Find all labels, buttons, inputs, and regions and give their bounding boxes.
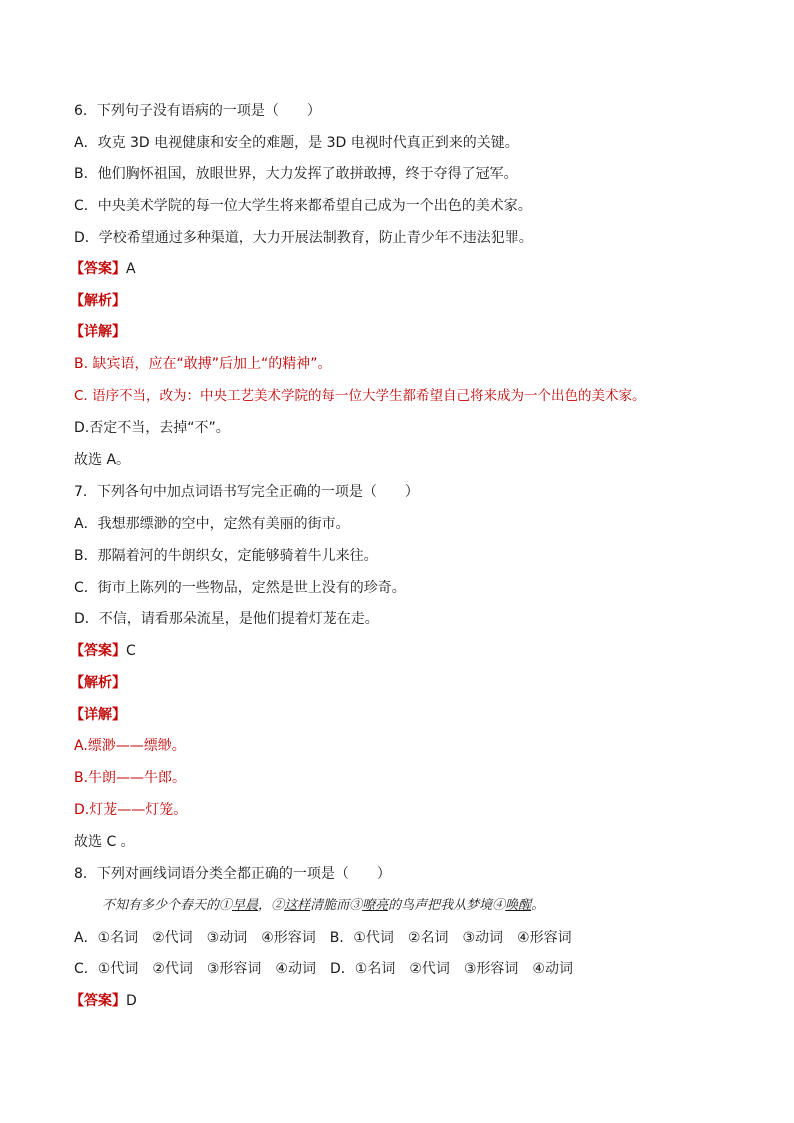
q7-option-c: C．街市上陈列的一些物品，定然是世上没有的珍奇。 <box>74 580 406 596</box>
q8-stem: 8．下列对画线词语分类全都正确的一项是（ ） <box>74 866 391 882</box>
q7-answer-value: C <box>126 643 136 659</box>
q8-underlined-word-3: 嘹亮 <box>362 898 389 913</box>
q8-sentence-text-5: 。 <box>531 898 545 913</box>
q7-answer <box>70 641 136 661</box>
q8-underlined-word-1: 早晨 <box>232 898 259 913</box>
q8-option-row-2 <box>74 959 573 979</box>
q6-stem: 6．下列句子没有语病的一项是（ ） <box>74 103 321 119</box>
q6-option-a: A．攻克 3D 电视健康和安全的难题，是 3D 电视时代真正到来的关键。 <box>74 135 519 151</box>
q8-sentence-text-2: ， <box>258 898 272 913</box>
q8-answer-value: D <box>126 993 137 1009</box>
q7-answer-label: 【答案】 <box>70 643 126 659</box>
q6-option-b: B．他们胸怀祖国，放眼世界，大力发挥了敢拼敢搏，终于夺得了冠军。 <box>74 166 518 182</box>
q8-sentence <box>102 896 544 916</box>
q7-detail-a: A.缥渺——缥缈。 <box>74 738 186 754</box>
q7-option-b: B．那隔着河的牛朗织女，定能够骑着牛儿来往。 <box>74 548 378 564</box>
q8-underlined-word-2: 这样 <box>284 898 311 913</box>
q7-option-d: D．不信，请看那朵流星，是他们提着灯茏在走。 <box>74 611 379 627</box>
q6-detail-b: B. 缺宾语，应在“敢搏”后加上“的精神”。 <box>74 356 332 372</box>
q6-answer-label: 【答案】 <box>70 261 126 277</box>
q8-underlined-word-4: 唤醒 <box>505 898 532 913</box>
q6-analysis-label: 【解析】 <box>70 293 126 309</box>
q8-marker-3: ③ <box>349 898 363 913</box>
q6-detail-label: 【详解】 <box>70 324 126 340</box>
q6-conclusion: 故选 A。 <box>74 452 131 468</box>
q6-answer <box>70 259 136 279</box>
q8-marker-1: ① <box>219 898 233 913</box>
q8-option-a: A．①名词 ②代词 ③动词 ④形容词 <box>74 930 316 946</box>
q8-answer-label: 【答案】 <box>70 993 126 1009</box>
q7-detail-b: B.牛朗——牛郎。 <box>74 770 187 786</box>
q8-marker-4: ④ <box>492 898 506 913</box>
q7-option-a: A．我想那缥渺的空中，定然有美丽的街市。 <box>74 516 350 532</box>
q8-option-d: D．①名词 ②代词 ③形容词 ④动词 <box>329 961 573 977</box>
q7-detail-d: D.灯茏——灯笼。 <box>74 802 188 818</box>
q6-option-c: C．中央美术学院的每一位大学生将来都希望自己成为一个出色的美术家。 <box>74 198 532 214</box>
q8-answer <box>70 991 137 1011</box>
q8-sentence-text-4: 的鸟声把我从梦境 <box>388 898 493 913</box>
q8-option-c: C．①代词 ②代词 ③形容词 ④动词 <box>74 961 316 977</box>
q6-detail-d: D.否定不当，去掉“不”。 <box>74 420 230 436</box>
q7-stem: 7．下列各句中加点词语书写完全正确的一项是（ ） <box>74 484 419 500</box>
q6-option-d: D．学校希望通过多种渠道，大力开展法制教育，防止青少年不违法犯罪。 <box>74 230 533 246</box>
q7-conclusion: 故选 C 。 <box>74 834 135 850</box>
q7-detail-label: 【详解】 <box>70 707 126 723</box>
q8-marker-2: ② <box>271 898 285 913</box>
q8-sentence-text-1: 不知有多少个春天的 <box>102 898 220 913</box>
q8-option-b: B．①代词 ②名词 ③动词 ④形容词 <box>329 930 572 946</box>
q8-option-row-1 <box>74 928 572 948</box>
q6-detail-c: C. 语序不当，改为：中央工艺美术学院的每一位大学生都希望自己将来成为一个出色的美术家。 <box>74 388 646 404</box>
q7-analysis-label: 【解析】 <box>70 675 126 691</box>
q8-sentence-text-3: 清脆而 <box>310 898 350 913</box>
q6-answer-value: A <box>126 261 136 277</box>
